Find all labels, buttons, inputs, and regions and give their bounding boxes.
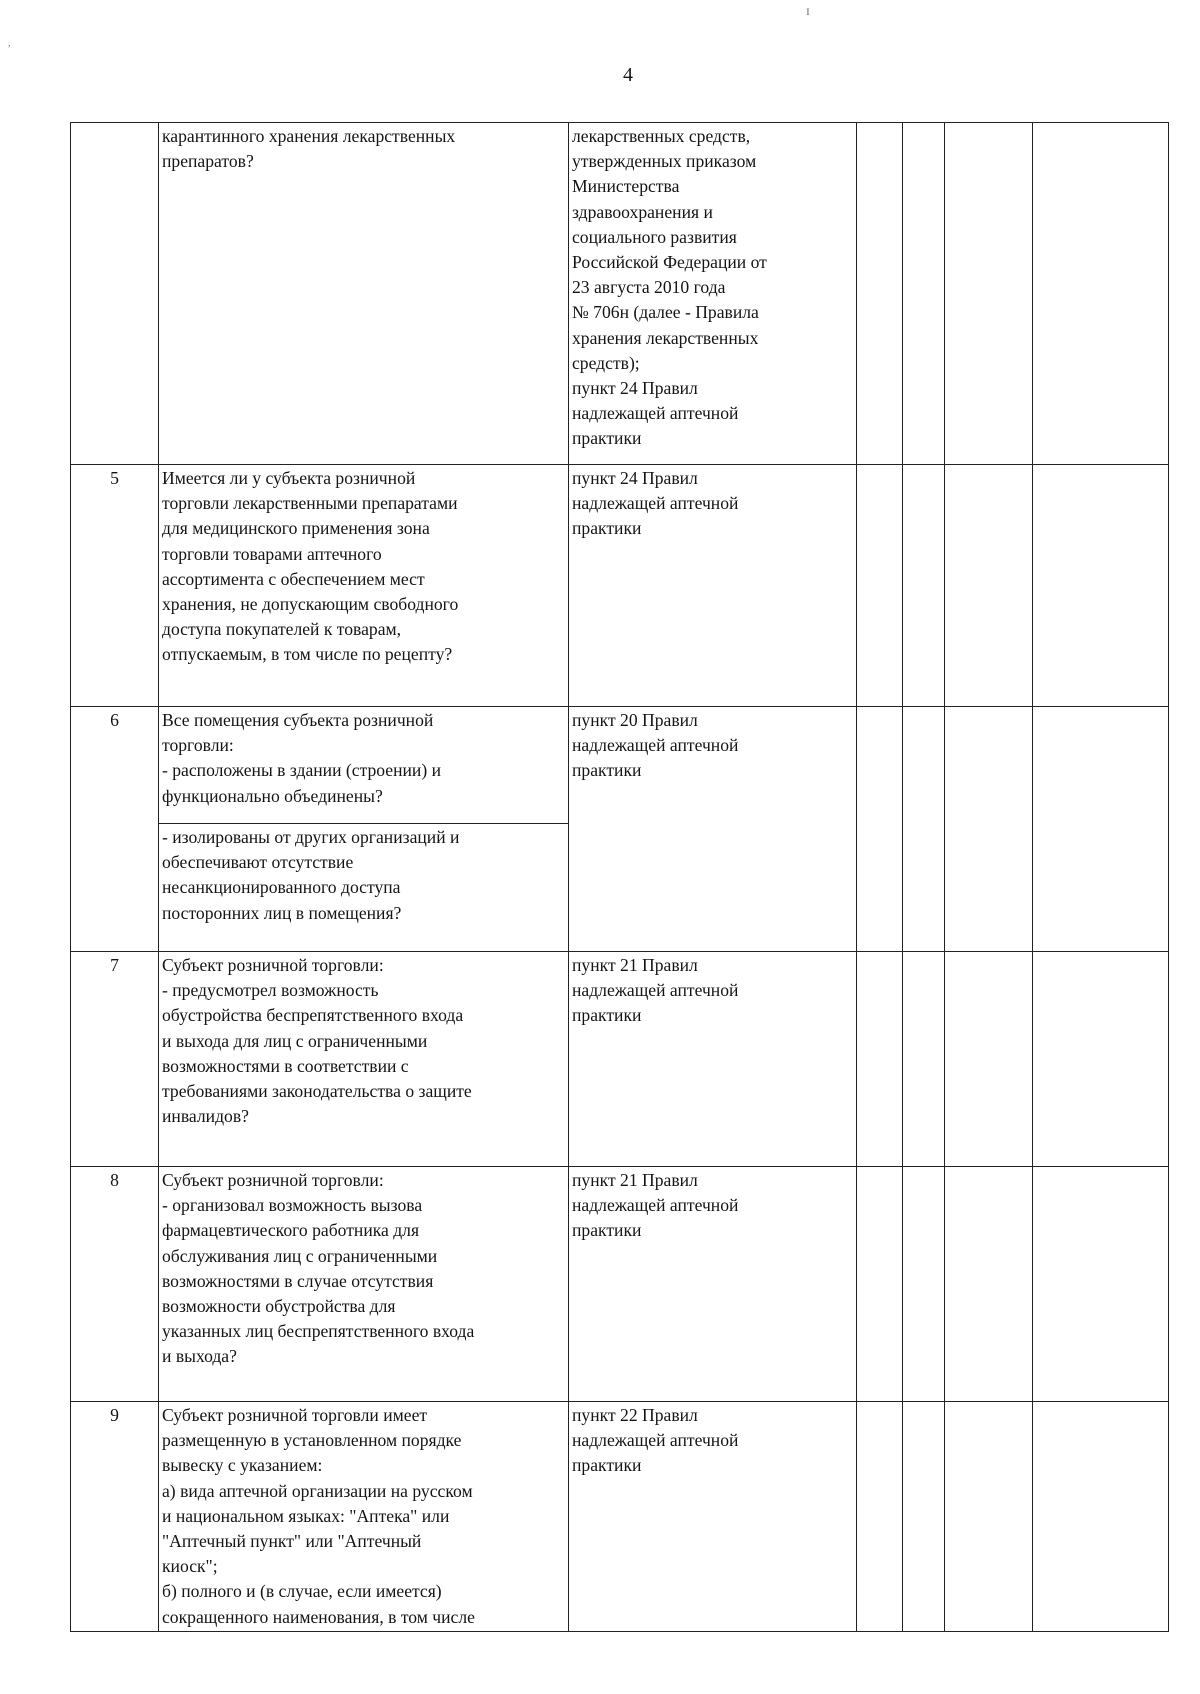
text-line: надлежащей аптечной	[572, 493, 739, 514]
question-cell	[159, 123, 569, 465]
text-line: и национальном языках: "Аптека" или	[162, 1505, 450, 1526]
empty-cell	[1033, 1167, 1169, 1402]
empty-cell	[1033, 123, 1169, 465]
table-row	[71, 1167, 1169, 1402]
empty-cell	[1033, 707, 1169, 952]
text-line: надлежащей аптечной	[572, 1195, 739, 1216]
text-line: функционально объединены?	[162, 785, 383, 806]
text-line: обслуживания лиц с ограниченными	[162, 1245, 438, 1266]
empty-cell	[945, 707, 1033, 952]
text-line: киоск";	[162, 1556, 218, 1577]
empty-cell	[1033, 1402, 1169, 1632]
text-line: Российской Федерации от	[572, 252, 767, 273]
text-line: надлежащей аптечной	[572, 735, 739, 756]
text-line: б) полного и (в случае, если имеется)	[162, 1581, 442, 1602]
empty-cell	[945, 952, 1033, 1167]
text-line: Министерства	[572, 176, 680, 197]
text-line: карантинного хранения лекарственных	[162, 126, 456, 146]
text-line: для медицинского применения зона	[162, 518, 430, 539]
text-line: ассортимента с обеспечением мест	[162, 568, 425, 589]
question-cell	[159, 824, 569, 952]
empty-cell	[945, 1402, 1033, 1632]
table-row	[71, 465, 1169, 707]
empty-cell	[903, 123, 945, 465]
text-line: практики	[572, 1455, 642, 1476]
text-line: надлежащей аптечной	[572, 1430, 739, 1451]
table-row	[71, 123, 1169, 465]
text-line: - предусмотрел возможность	[162, 980, 379, 1001]
text-line: практики	[572, 1005, 642, 1026]
text-line: торговли лекарственными препаратами	[162, 493, 458, 514]
scan-artifact-mark: ,	[8, 38, 11, 49]
text-line: хранения лекарственных	[572, 327, 759, 348]
row-number: 9	[71, 1402, 159, 1632]
reference-cell	[569, 1167, 857, 1402]
empty-cell	[945, 1167, 1033, 1402]
empty-cell	[857, 123, 903, 465]
text-line: пункт 24 Правил	[572, 378, 698, 399]
text-line: и выхода?	[162, 1346, 237, 1367]
question-cell	[159, 952, 569, 1167]
question-cell	[159, 465, 569, 707]
text-line: требованиями законодательства о защите	[162, 1081, 472, 1102]
text-line: несанкционированного доступа	[162, 877, 401, 898]
text-line: практики	[572, 518, 642, 539]
empty-cell	[857, 1167, 903, 1402]
text-line: лекарственных средств,	[572, 126, 751, 146]
text-line: а) вида аптечной организации на русском	[162, 1480, 473, 1501]
reference-cell	[569, 465, 857, 707]
text-line: 23 августа 2010 года	[572, 277, 726, 298]
text-line: возможностями в соответствии с	[162, 1055, 409, 1076]
text-line: Имеется ли у субъекта розничной	[162, 468, 416, 488]
text-line: фармацевтического работника для	[162, 1220, 420, 1241]
text-line: Все помещения субъекта розничной	[162, 710, 434, 730]
text-line: здравоохранения и	[572, 201, 713, 222]
table-row	[71, 707, 1169, 824]
empty-cell	[945, 465, 1033, 707]
text-line: торговли:	[162, 735, 234, 756]
empty-cell	[903, 952, 945, 1167]
text-line: отпускаемым, в том числе по рецепту?	[162, 644, 453, 665]
question-cell	[159, 707, 569, 824]
text-line: обеспечивают отсутствие	[162, 852, 354, 873]
text-line: практики	[572, 760, 642, 781]
text-line: инвалидов?	[162, 1106, 249, 1127]
checklist-table	[70, 122, 1169, 1632]
text-line: пункт 21 Правил	[572, 955, 698, 975]
table-row	[71, 952, 1169, 1167]
text-line: - расположены в здании (строении) и	[162, 760, 442, 781]
scan-artifact-mark: ɪ	[806, 4, 810, 19]
text-line: средств);	[572, 352, 640, 373]
reference-cell	[569, 123, 857, 465]
table-row	[71, 1402, 1169, 1632]
empty-cell	[857, 707, 903, 952]
text-line: хранения, не допускающим свободного	[162, 594, 459, 615]
text-line: торговли товарами аптечного	[162, 543, 382, 564]
empty-cell	[903, 1167, 945, 1402]
text-line: обустройства беспрепятственного входа	[162, 1005, 464, 1026]
text-line: - организовал возможность вызова	[162, 1195, 423, 1216]
empty-cell	[903, 707, 945, 952]
text-line: препаратов?	[162, 151, 254, 172]
empty-cell	[1033, 465, 1169, 707]
text-line: надлежащей аптечной	[572, 980, 739, 1001]
empty-cell	[857, 1402, 903, 1632]
empty-cell	[857, 952, 903, 1167]
text-line: практики	[572, 1220, 642, 1241]
text-line: № 706н (далее - Правила	[572, 302, 759, 323]
text-line: доступа покупателей к товарам,	[162, 619, 402, 640]
text-line: пункт 21 Правил	[572, 1170, 698, 1190]
text-line: посторонних лиц в помещения?	[162, 902, 402, 923]
text-line: возможности обустройства для	[162, 1296, 396, 1317]
row-number: 7	[71, 952, 159, 1167]
text-line: сокращенного наименования, в том числе	[162, 1606, 475, 1627]
row-number: 5	[71, 465, 159, 707]
text-line: "Аптечный пункт" или "Аптечный	[162, 1531, 422, 1552]
text-line: социального развития	[572, 226, 737, 247]
reference-cell	[569, 1402, 857, 1632]
text-line: надлежащей аптечной	[572, 403, 739, 424]
text-line: утвержденных приказом	[572, 151, 757, 172]
empty-cell	[945, 123, 1033, 465]
row-number	[71, 123, 159, 465]
text-line: Субъект розничной торговли:	[162, 1170, 384, 1190]
reference-cell	[569, 952, 857, 1167]
text-line: и выхода для лиц с ограниченными	[162, 1030, 428, 1051]
empty-cell	[1033, 952, 1169, 1167]
question-cell	[159, 1402, 569, 1632]
text-line: - изолированы от других организаций и	[162, 827, 460, 847]
text-line: Субъект розничной торговли имеет	[162, 1405, 428, 1425]
text-line: размещенную в установленном порядке	[162, 1430, 462, 1451]
text-line: пункт 24 Правил	[572, 468, 698, 488]
text-line: пункт 20 Правил	[572, 710, 698, 730]
text-line: возможностями в случае отсутствия	[162, 1270, 434, 1291]
row-number: 8	[71, 1167, 159, 1402]
text-line: пункт 22 Правил	[572, 1405, 698, 1425]
page-number: 4	[623, 64, 633, 86]
reference-cell	[569, 707, 857, 952]
text-line: Субъект розничной торговли:	[162, 955, 384, 975]
text-line: вывеску с указанием:	[162, 1455, 323, 1476]
question-cell	[159, 1167, 569, 1402]
empty-cell	[903, 465, 945, 707]
row-number: 6	[71, 707, 159, 952]
text-line: указанных лиц беспрепятственного входа	[162, 1321, 475, 1342]
text-line: практики	[572, 428, 642, 449]
empty-cell	[903, 1402, 945, 1632]
empty-cell	[857, 465, 903, 707]
